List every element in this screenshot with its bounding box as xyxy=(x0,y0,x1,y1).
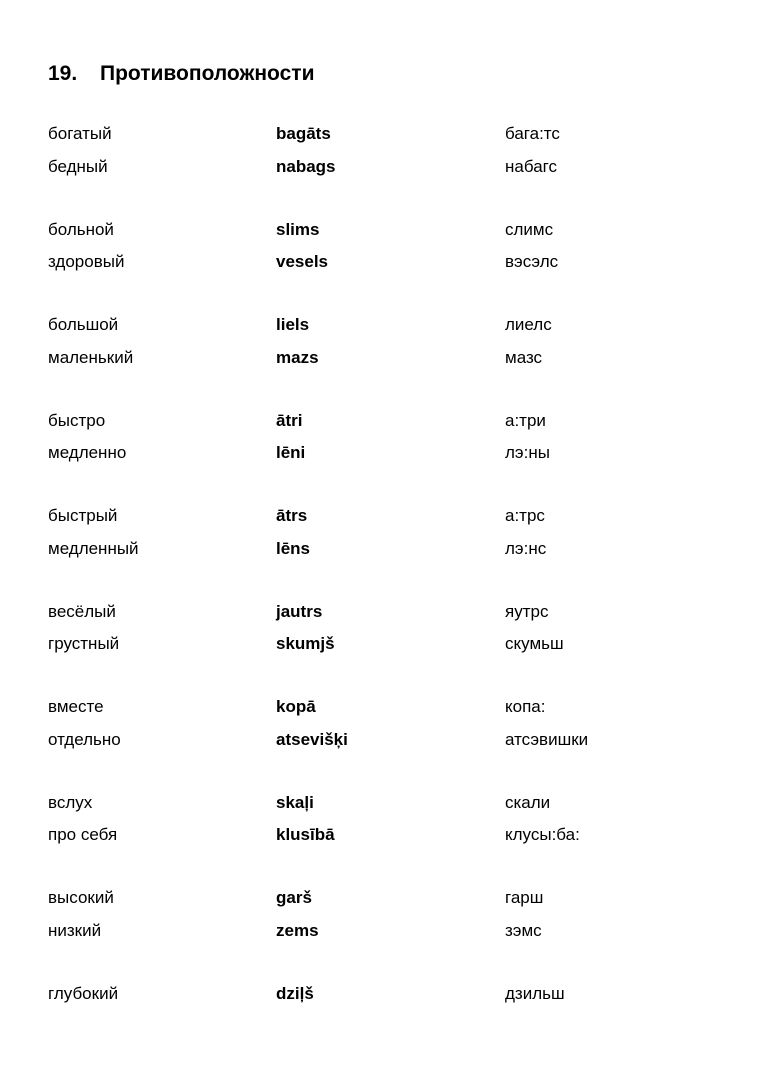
transcription: вэсэлс xyxy=(505,252,559,271)
russian-word: про себя xyxy=(48,825,118,844)
page-title xyxy=(48,62,314,86)
word-row xyxy=(0,437,768,470)
latvian-word: ātrs xyxy=(276,506,308,525)
latvian-word: skaļi xyxy=(276,792,314,812)
word-row xyxy=(0,151,768,184)
russian-word: глубокий xyxy=(48,983,119,1003)
latvian-word: kopā xyxy=(276,697,316,716)
latvian-word: ātri xyxy=(276,410,303,430)
word-row xyxy=(0,978,768,1011)
latvian-word: skumjš xyxy=(276,634,335,653)
transcription: мазс xyxy=(505,347,543,367)
russian-word: здоровый xyxy=(48,252,125,271)
latvian-word: jautrs xyxy=(276,601,323,621)
latvian-word: garš xyxy=(276,888,312,907)
latvian-word: atsevišķi xyxy=(276,729,348,749)
russian-word: богатый xyxy=(48,124,112,143)
word-pair-group xyxy=(0,500,768,596)
word-row xyxy=(0,819,768,852)
russian-word: низкий xyxy=(48,920,102,940)
latvian-word: mazs xyxy=(276,347,319,367)
word-pair-group xyxy=(0,787,768,883)
word-row xyxy=(0,405,768,438)
word-pair-group xyxy=(0,118,768,214)
word-row xyxy=(0,118,768,151)
word-row xyxy=(0,214,768,247)
word-row xyxy=(0,724,768,757)
transcription: лэ:ны xyxy=(505,443,550,462)
russian-word: маленький xyxy=(48,347,134,367)
russian-word: большой xyxy=(48,315,119,334)
latvian-word: lēns xyxy=(276,538,311,558)
word-row xyxy=(0,882,768,915)
transcription: слимс xyxy=(505,219,554,239)
word-row xyxy=(0,309,768,342)
word-pair-group xyxy=(0,596,768,692)
russian-word: вслух xyxy=(48,792,93,812)
section-number: 19. xyxy=(48,62,78,85)
russian-word: медленно xyxy=(48,443,127,462)
latvian-word: bagāts xyxy=(276,124,331,143)
transcription: а:три xyxy=(505,410,546,430)
transcription: набагс xyxy=(505,156,557,176)
word-row xyxy=(0,787,768,820)
transcription: атсэвишки xyxy=(505,729,589,749)
word-row xyxy=(0,596,768,629)
transcription: дзильш xyxy=(505,983,565,1003)
transcription: скумьш xyxy=(505,634,564,653)
latvian-word: lēni xyxy=(276,443,306,462)
latvian-word: dziļš xyxy=(276,983,314,1003)
russian-word: высокий xyxy=(48,888,114,907)
latvian-word: slims xyxy=(276,219,320,239)
transcription: а:трс xyxy=(505,506,545,525)
russian-word: грустный xyxy=(48,634,120,653)
russian-word: вместе xyxy=(48,697,104,716)
latvian-word: liels xyxy=(276,315,310,334)
word-pair-group xyxy=(0,882,768,978)
transcription: скали xyxy=(505,792,551,812)
russian-word: весёлый xyxy=(48,601,116,621)
latvian-word: klusībā xyxy=(276,825,335,844)
latvian-word: nabags xyxy=(276,156,336,176)
word-pairs-list xyxy=(0,118,768,1073)
word-row xyxy=(0,691,768,724)
word-pair-group xyxy=(0,978,768,1074)
word-row xyxy=(0,246,768,279)
word-row xyxy=(0,342,768,375)
russian-word: больной xyxy=(48,219,114,239)
section-title: Противоположности xyxy=(100,62,315,85)
word-pair-group xyxy=(0,309,768,405)
transcription: клусы:ба: xyxy=(505,825,580,844)
word-pair-group xyxy=(0,214,768,310)
word-row xyxy=(0,628,768,661)
transcription: зэмс xyxy=(505,920,542,940)
word-row xyxy=(0,533,768,566)
russian-word: быстрый xyxy=(48,506,118,525)
word-row xyxy=(0,915,768,948)
word-pair-group xyxy=(0,405,768,501)
transcription: бага:тс xyxy=(505,124,560,143)
latvian-word: zems xyxy=(276,920,319,940)
transcription: яутрс xyxy=(505,601,549,621)
transcription: гарш xyxy=(505,888,544,907)
transcription: лэ:нс xyxy=(505,538,547,558)
transcription: лиелс xyxy=(505,315,552,334)
transcription: копа: xyxy=(505,697,546,716)
russian-word: медленный xyxy=(48,538,139,558)
russian-word: быстро xyxy=(48,410,106,430)
word-pair-group xyxy=(0,691,768,787)
latvian-word: vesels xyxy=(276,252,328,271)
russian-word: отдельно xyxy=(48,729,121,749)
word-row xyxy=(0,500,768,533)
russian-word: бедный xyxy=(48,156,108,176)
